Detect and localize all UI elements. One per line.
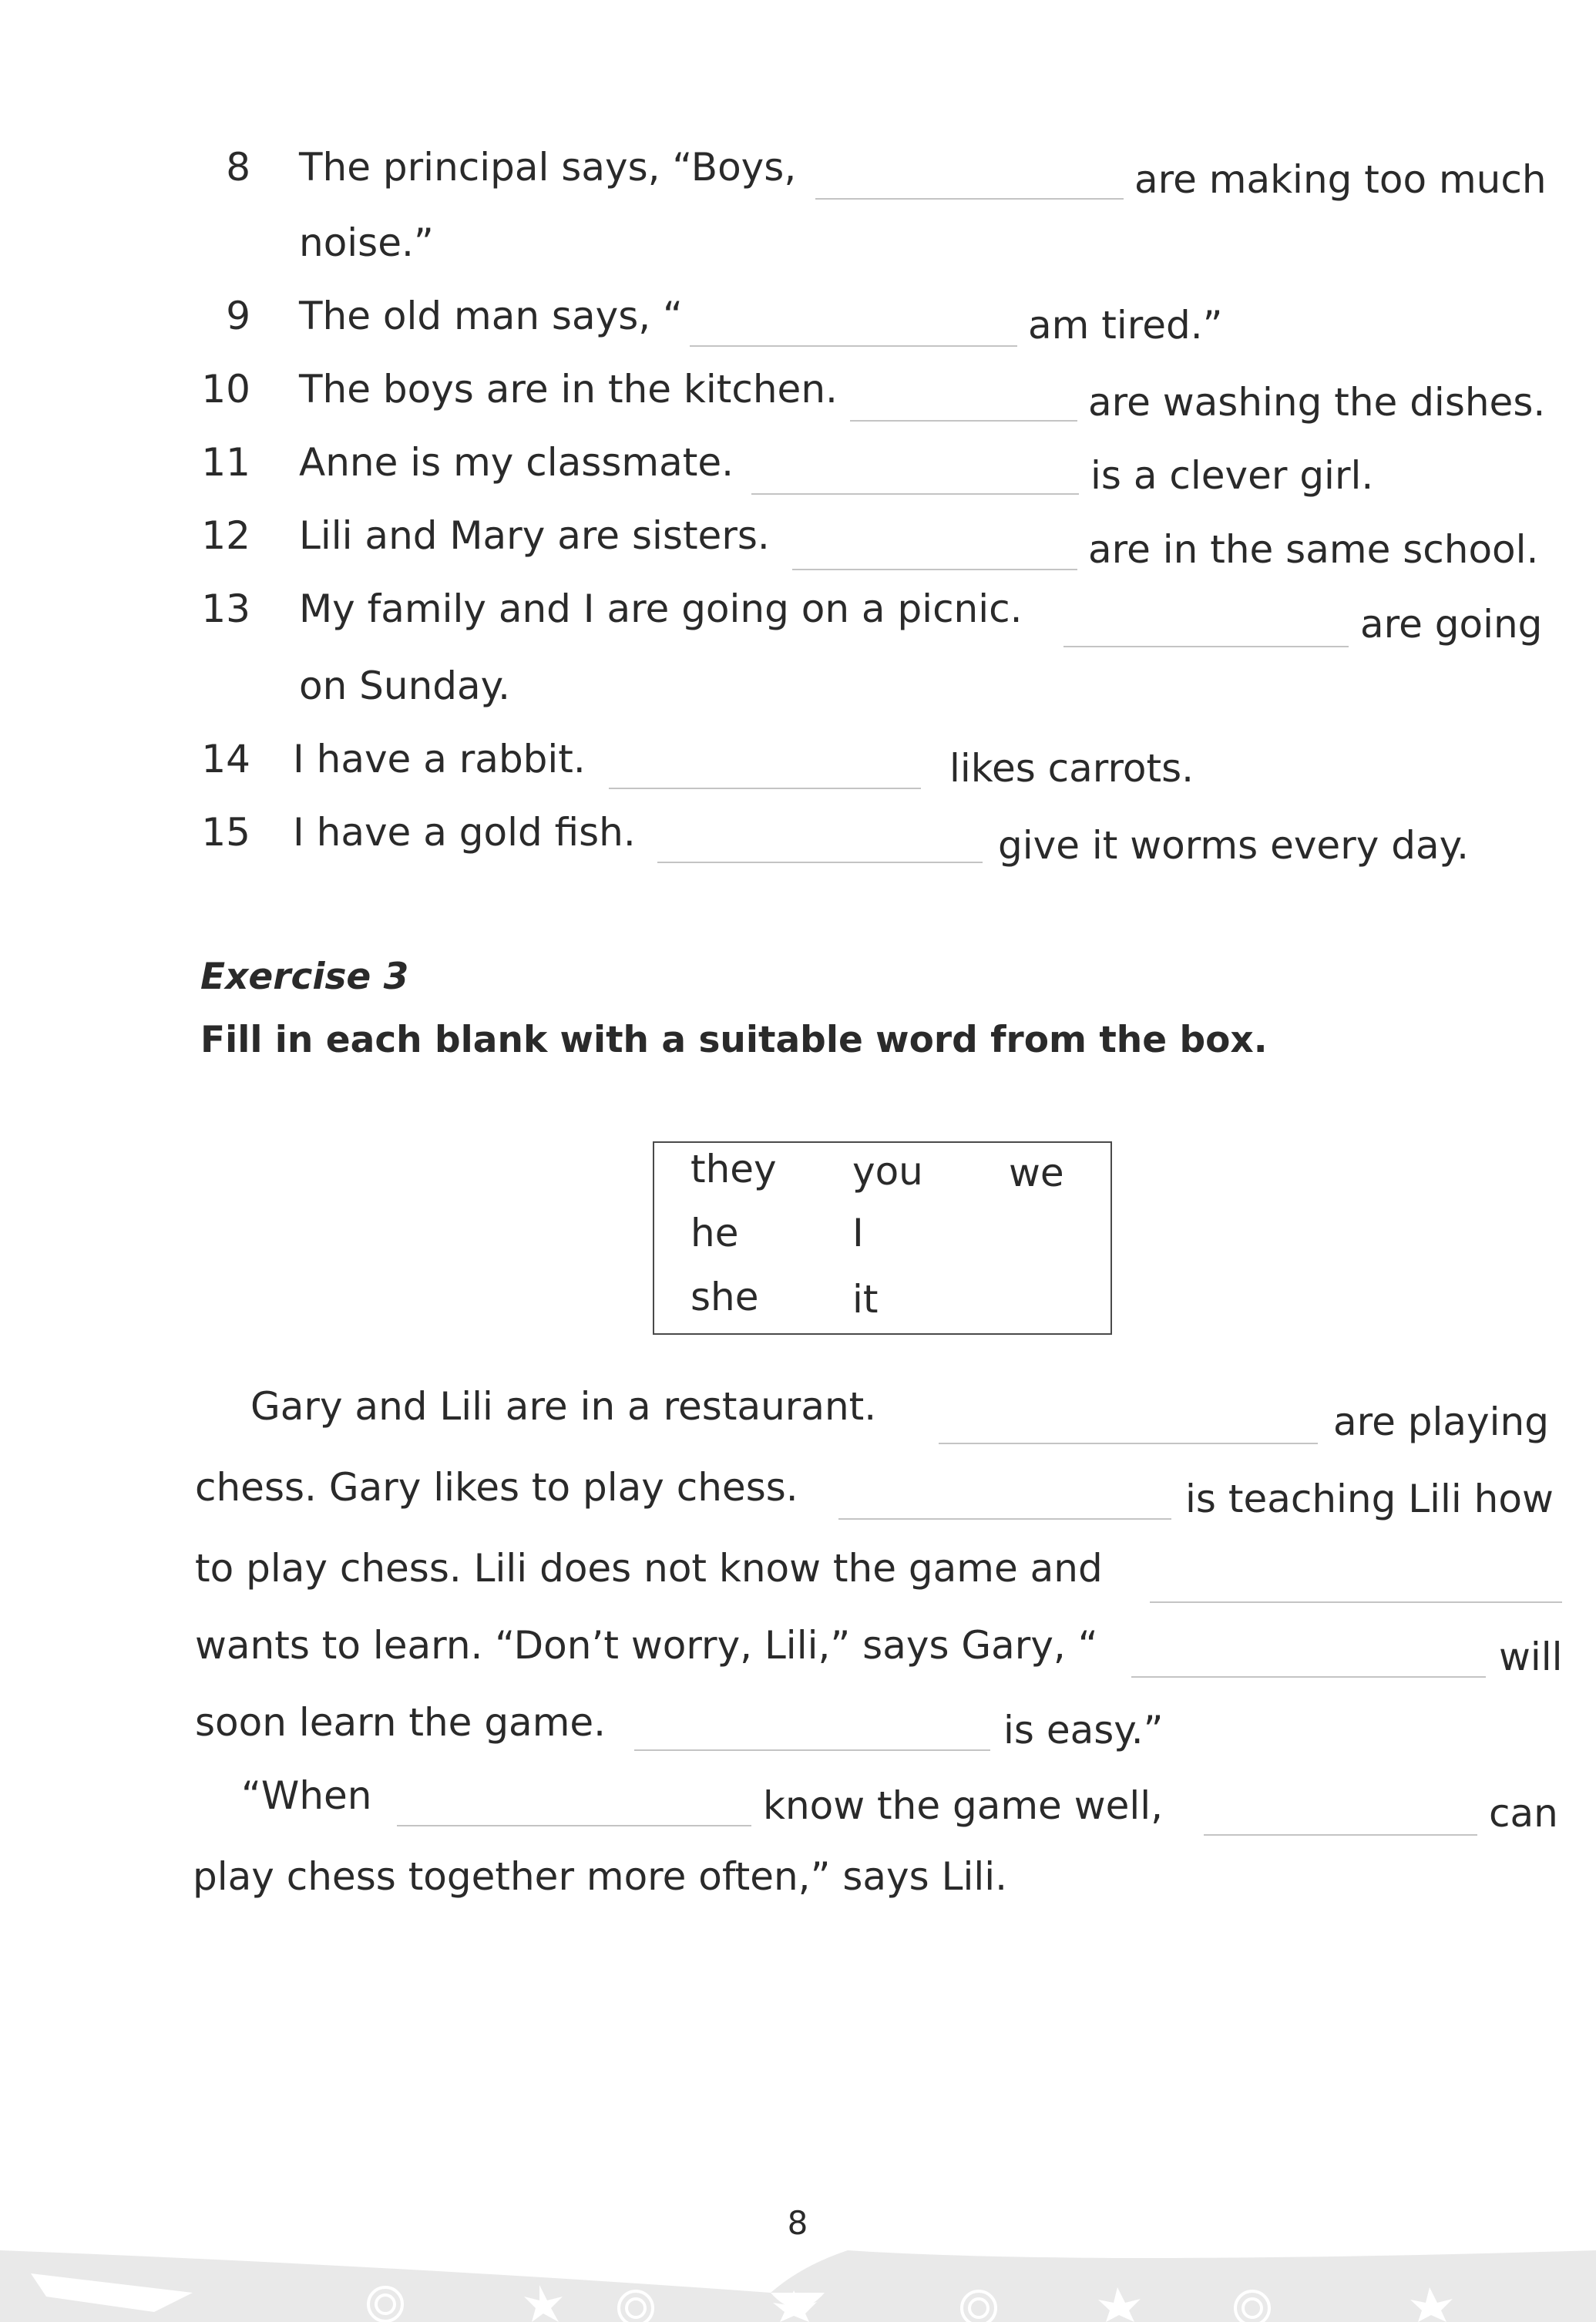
passage-text: wants to learn. “Don’t worry, Lili,” says Gary, “ (195, 1623, 1098, 1668)
sentence-text: The boys are in the kitchen. (299, 367, 838, 412)
passage-text: “When (241, 1773, 372, 1818)
sentence-text: are washing the dishes. (1088, 380, 1546, 425)
answer-blank[interactable] (1150, 1601, 1562, 1603)
answer-blank[interactable] (850, 420, 1077, 422)
passage-text: Gary and Lili are in a restaurant. (250, 1384, 877, 1429)
answer-blank[interactable] (751, 493, 1079, 495)
passage-text: are playing (1333, 1400, 1549, 1444)
word-option: he (690, 1211, 739, 1255)
item-number: 10 (201, 367, 250, 412)
word-option: we (1009, 1151, 1064, 1195)
exercise-instruction: Fill in each blank with a suitable word from the box. (200, 1019, 1268, 1061)
answer-blank[interactable] (690, 345, 1017, 347)
answer-blank[interactable] (838, 1518, 1171, 1520)
passage-text: can (1489, 1791, 1558, 1836)
sentence-text: likes carrots. (949, 746, 1194, 791)
word-option: you (852, 1149, 923, 1194)
word-box (653, 1141, 1112, 1335)
sentence-text: My family and I are going on a picnic. (299, 586, 1023, 631)
sentence-text: The principal says, “Boys, (299, 145, 797, 190)
answer-blank[interactable] (792, 569, 1077, 570)
passage-text: soon learn the game. (195, 1700, 606, 1745)
passage-text: will (1499, 1635, 1563, 1679)
answer-blank[interactable] (1204, 1834, 1477, 1836)
footer-decoration (0, 2220, 1596, 2322)
answer-blank[interactable] (397, 1825, 751, 1826)
sentence-text: Anne is my classmate. (299, 440, 734, 485)
item-number: 14 (201, 737, 250, 781)
answer-blank[interactable] (634, 1749, 990, 1751)
sentence-text: I have a rabbit. (293, 737, 586, 781)
sentence-text: are in the same school. (1088, 527, 1539, 572)
passage-text: play chess together more often,” says Lili. (193, 1854, 1008, 1899)
passage-text: know the game well, (763, 1783, 1164, 1828)
answer-blank[interactable] (609, 788, 921, 789)
item-number: 12 (201, 513, 250, 558)
exercise-heading: Exercise 3 (200, 956, 409, 998)
passage-text: to play chess. Lili does not know the game and (195, 1546, 1103, 1591)
item-number: 8 (226, 145, 250, 190)
passage-text: chess. Gary likes to play chess. (195, 1465, 798, 1510)
answer-blank[interactable] (1131, 1676, 1486, 1678)
sentence-text: I have a gold fish. (293, 810, 636, 855)
sentence-text: are going (1360, 602, 1543, 647)
item-number: 15 (201, 810, 250, 855)
item-number: 13 (201, 586, 250, 631)
sentence-text: on Sunday. (299, 664, 511, 708)
answer-blank[interactable] (939, 1443, 1318, 1444)
word-option: they (690, 1147, 777, 1191)
answer-blank[interactable] (1063, 646, 1349, 647)
item-number: 11 (201, 440, 250, 485)
item-number: 9 (226, 294, 250, 338)
word-option: she (690, 1275, 759, 1319)
passage-text: is teaching Lili how (1185, 1477, 1554, 1521)
sentence-text: is a clever girl. (1090, 453, 1374, 498)
sentence-text: noise.” (299, 220, 434, 265)
sentence-text: are making too much (1134, 157, 1547, 202)
page-number: 8 (787, 2204, 808, 2242)
sentence-text: The old man says, “ (299, 294, 683, 338)
answer-blank[interactable] (815, 198, 1124, 200)
word-option: I (852, 1211, 864, 1255)
answer-blank[interactable] (657, 862, 983, 863)
sentence-text: give it worms every day. (998, 823, 1469, 868)
sentence-text: Lili and Mary are sisters. (299, 513, 770, 558)
sentence-text: am tired.” (1028, 303, 1223, 348)
passage-text: is easy.” (1003, 1708, 1164, 1752)
word-option: it (852, 1277, 879, 1322)
